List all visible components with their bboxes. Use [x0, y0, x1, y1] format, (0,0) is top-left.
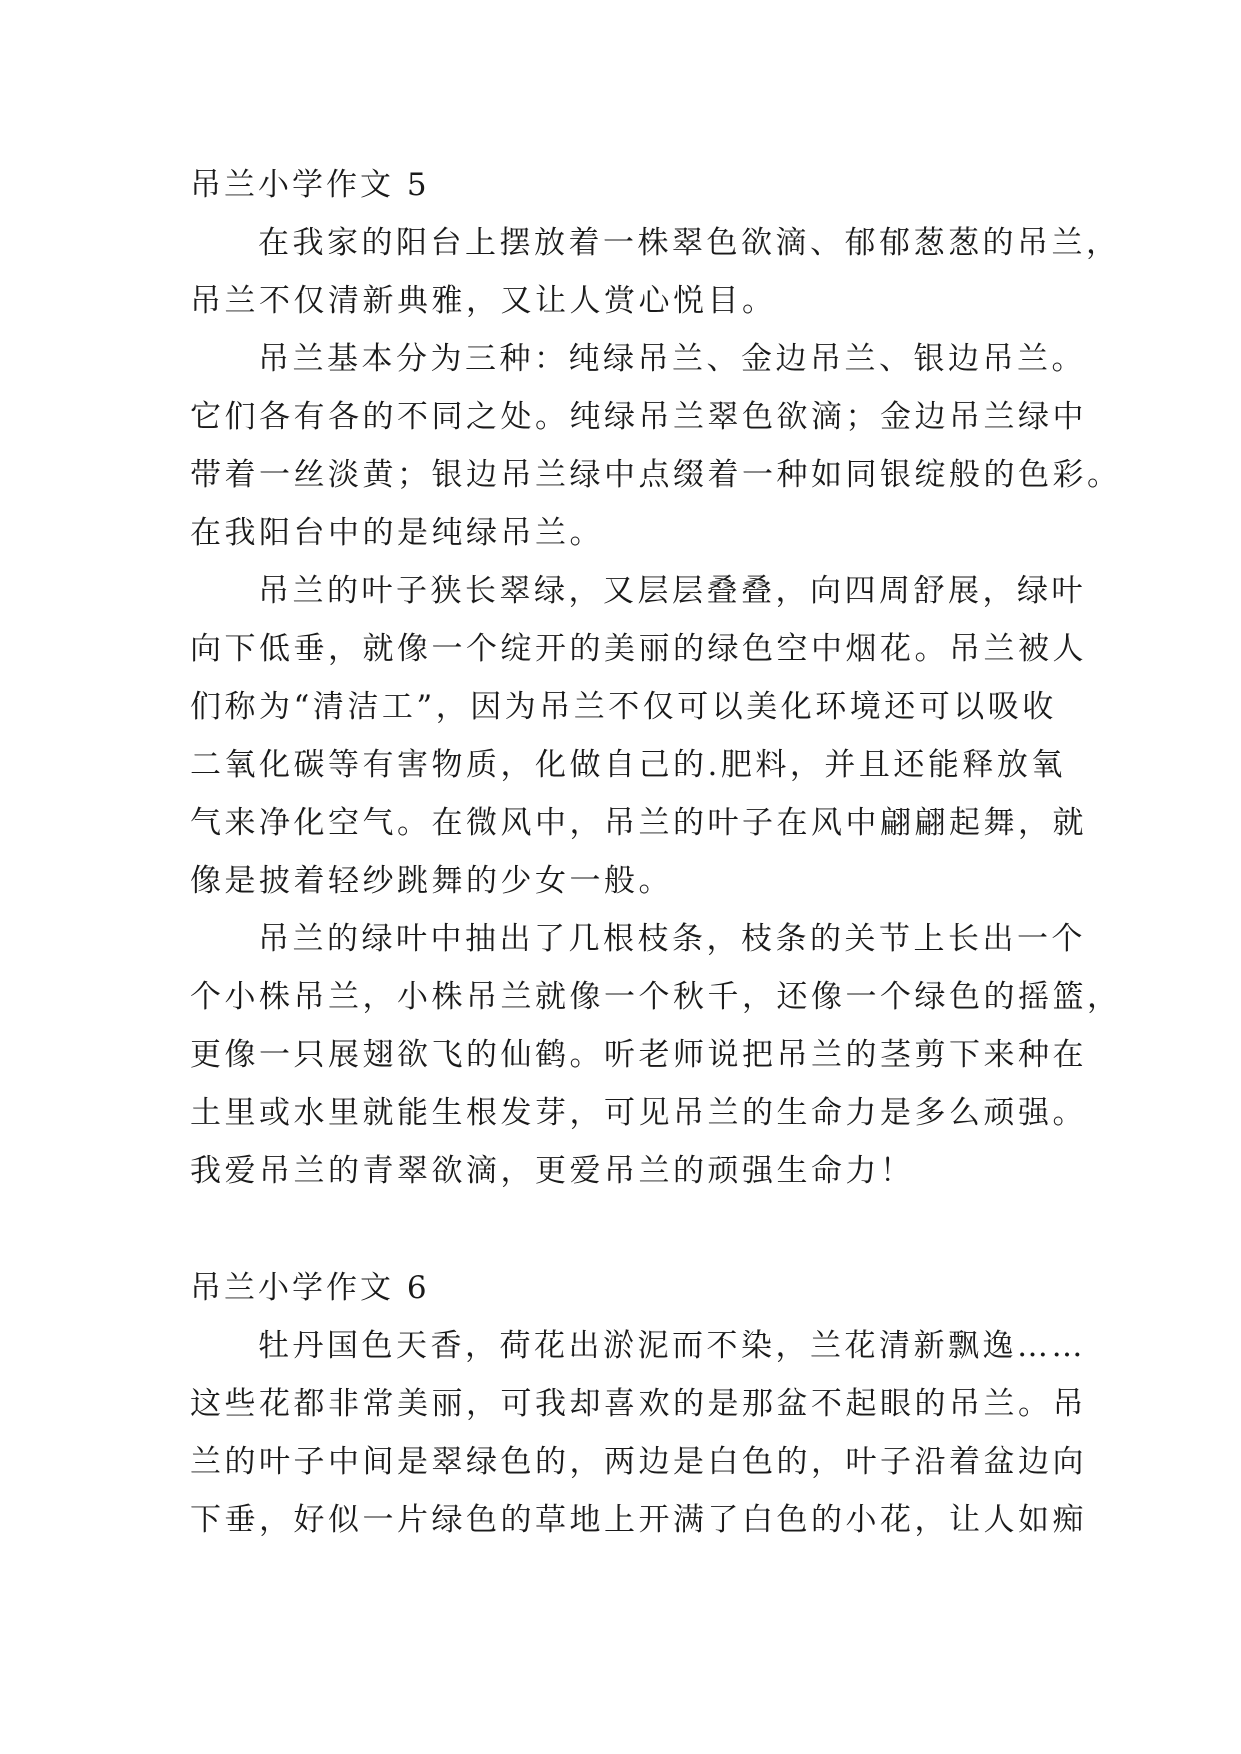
essay-5-line: 吊兰的绿叶中抽出了几根枝条，枝条的关节上长出一个 — [258, 921, 1086, 957]
essay-5-line: 更像一只展翅欲飞的仙鹤。听老师说把吊兰的茎剪下来种在 — [190, 1037, 1087, 1073]
essay-5-line: 带着一丝淡黄；银边吊兰绿中点缀着一种如同银绽般的色彩。 — [190, 457, 1122, 493]
essay-5-line: 向下低垂，就像一个绽开的美丽的绿色空中烟花。吊兰被人 — [190, 631, 1087, 667]
essay-6-title: 吊兰小学作文 6 — [190, 1270, 430, 1306]
essay-5-line: 我爱吊兰的青翠欲滴，更爱吊兰的顽强生命力！ — [190, 1153, 915, 1189]
essay-5-line: 个小株吊兰，小株吊兰就像一个秋千，还像一个绿色的摇篮， — [190, 979, 1122, 1015]
essay-5-title: 吊兰小学作文 5 — [190, 167, 430, 203]
essay-5-line: 像是披着轻纱跳舞的少女一般。 — [190, 863, 673, 899]
essay-6-line: 这些花都非常美丽，可我却喜欢的是那盆不起眼的吊兰。吊 — [190, 1386, 1087, 1422]
essay-5-line: 吊兰的叶子狭长翠绿，又层层叠叠，向四周舒展，绿叶 — [258, 573, 1086, 609]
essay-5-line: 在我家的阳台上摆放着一株翠色欲滴、郁郁葱葱的吊兰， — [258, 225, 1121, 261]
essay-5-line: 吊兰不仅清新典雅，又让人赏心悦目。 — [190, 283, 777, 319]
essay-5-line: 气来净化空气。在微风中，吊兰的叶子在风中翩翩起舞，就 — [190, 805, 1087, 841]
essay-5-line: 在我阳台中的是纯绿吊兰。 — [190, 515, 604, 551]
essay-6-line: 牡丹国色天香，荷花出淤泥而不染，兰花清新飘逸…… — [258, 1328, 1086, 1364]
essay-6-line: 兰的叶子中间是翠绿色的，两边是白色的，叶子沿着盆边向 — [190, 1444, 1087, 1480]
essay-5-line: 土里或水里就能生根发芽，可见吊兰的生命力是多么顽强。 — [190, 1095, 1087, 1131]
essay-5-line: 吊兰基本分为三种：纯绿吊兰、金边吊兰、银边吊兰。 — [258, 341, 1086, 377]
essay-5-line: 它们各有各的不同之处。纯绿吊兰翠色欲滴；金边吊兰绿中 — [190, 399, 1087, 435]
essay-5-line: 二氧化碳等有害物质，化做自己的.肥料，并且还能释放氧 — [190, 747, 1066, 783]
essay-6-line: 下垂，好似一片绿色的草地上开满了白色的小花，让人如痴 — [190, 1502, 1087, 1538]
essay-5-line: 们称为“清洁工”，因为吊兰不仅可以美化环境还可以吸收 — [190, 689, 1057, 725]
